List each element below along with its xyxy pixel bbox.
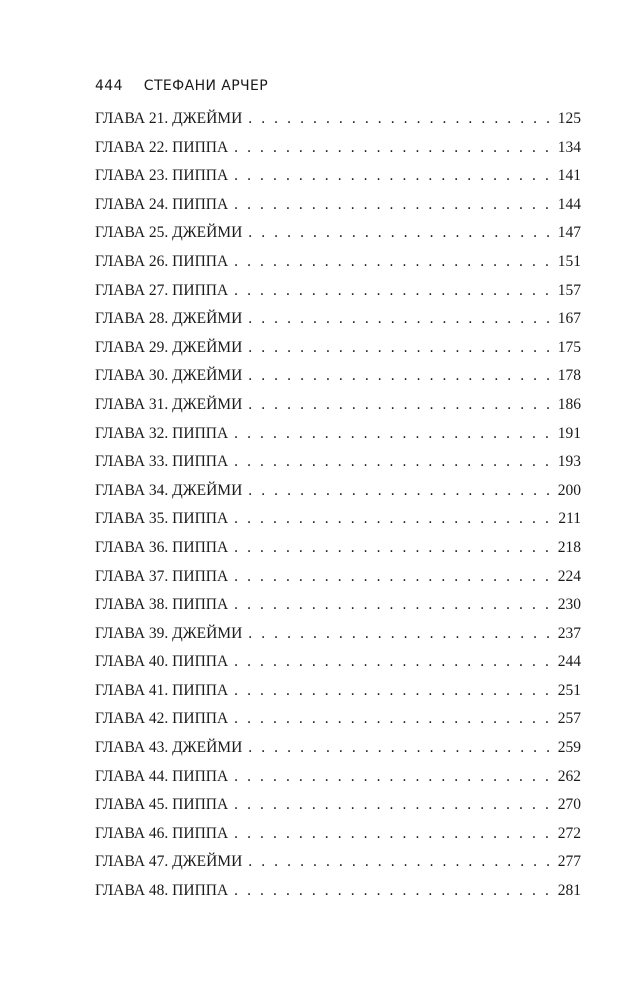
toc-chapter-title: ГЛАВА 37. ПИППА	[95, 567, 229, 585]
toc-chapter-title: ГЛАВА 24. ПИППА	[95, 195, 229, 213]
toc-dot-leader	[234, 825, 554, 843]
toc-entry	[95, 710, 581, 739]
toc-entry	[95, 196, 581, 225]
toc-dot-leader	[234, 253, 554, 271]
toc-entry	[95, 596, 581, 625]
toc-page-number: 144	[557, 195, 581, 213]
toc-page-number: 193	[557, 453, 581, 471]
toc-page-number: 251	[557, 681, 581, 699]
toc-chapter-title: ГЛАВА 23. ПИППА	[95, 167, 229, 185]
toc-chapter-title: ГЛАВА 38. ПИППА	[95, 596, 229, 614]
toc-entry	[95, 682, 581, 711]
toc-chapter-title: ГЛАВА 45. ПИППА	[95, 796, 229, 814]
toc-entry	[95, 339, 581, 368]
toc-dot-leader	[234, 653, 554, 671]
toc-dot-leader	[234, 167, 554, 185]
toc-chapter-title: ГЛАВА 35. ПИППА	[95, 510, 229, 528]
toc-page-number: 244	[557, 653, 581, 671]
toc-entry	[95, 768, 581, 797]
toc-chapter-title: ГЛАВА 29. ДЖЕЙМИ	[95, 338, 243, 356]
toc-page-number: 277	[557, 853, 581, 871]
toc-entry	[95, 796, 581, 825]
toc-dot-leader	[234, 510, 554, 528]
toc-chapter-title: ГЛАВА 47. ДЖЕЙМИ	[95, 853, 243, 871]
toc-dot-leader	[248, 310, 553, 328]
toc-entry	[95, 882, 581, 911]
toc-chapter-title: ГЛАВА 36. ПИППА	[95, 538, 229, 556]
toc-entry	[95, 653, 581, 682]
toc-chapter-title: ГЛАВА 32. ПИППА	[95, 424, 229, 442]
toc-page-number: 191	[557, 424, 581, 442]
toc-entry	[95, 510, 581, 539]
toc-entry	[95, 425, 581, 454]
toc-entry	[95, 482, 581, 511]
toc-chapter-title: ГЛАВА 34. ДЖЕЙМИ	[95, 481, 243, 499]
toc-dot-leader	[248, 739, 553, 757]
toc-dot-leader	[234, 596, 554, 614]
toc-dot-leader	[234, 796, 554, 814]
toc-dot-leader	[234, 568, 554, 586]
toc-page-number: 270	[557, 796, 581, 814]
toc-entry	[95, 139, 581, 168]
toc-chapter-title: ГЛАВА 41. ПИППА	[95, 681, 229, 699]
toc-dot-leader	[248, 853, 553, 871]
toc-entry	[95, 625, 581, 654]
toc-dot-leader	[234, 453, 554, 471]
page-number: 444	[95, 78, 123, 94]
toc-page-number: 125	[557, 110, 581, 127]
toc-dot-leader	[248, 339, 553, 357]
toc-chapter-title: ГЛАВА 48. ПИППА	[95, 882, 229, 900]
toc-chapter-title: ГЛАВА 43. ДЖЕЙМИ	[95, 739, 243, 757]
toc-page-number: 167	[557, 310, 581, 328]
toc-page-number: 175	[557, 338, 581, 356]
toc-page-number: 200	[557, 481, 581, 499]
toc-page-number: 224	[557, 567, 581, 585]
toc-page-number: 211	[558, 510, 581, 528]
toc-dot-leader	[248, 482, 553, 500]
toc-entry	[95, 453, 581, 482]
toc-chapter-title: ГЛАВА 33. ПИППА	[95, 453, 229, 471]
toc-dot-leader	[248, 224, 553, 242]
running-head	[95, 78, 268, 94]
toc-chapter-title: ГЛАВА 42. ПИППА	[95, 710, 229, 728]
toc-page-number: 178	[557, 367, 581, 385]
toc-dot-leader	[234, 539, 554, 557]
toc-entry	[95, 539, 581, 568]
toc-dot-leader	[234, 425, 554, 443]
toc-chapter-title: ГЛАВА 46. ПИППА	[95, 824, 229, 842]
toc-entry	[95, 568, 581, 597]
toc-chapter-title: ГЛАВА 27. ПИППА	[95, 281, 229, 299]
toc-dot-leader	[234, 139, 554, 157]
toc-page-number: 230	[557, 596, 581, 614]
toc-entry	[95, 253, 581, 282]
toc-entry	[95, 853, 581, 882]
toc-dot-leader	[248, 367, 553, 385]
toc-page-number: 141	[557, 167, 581, 185]
toc-chapter-title: ГЛАВА 26. ПИППА	[95, 252, 229, 270]
toc-dot-leader	[234, 196, 554, 214]
toc-entry	[95, 825, 581, 854]
toc-chapter-title: ГЛАВА 28. ДЖЕЙМИ	[95, 310, 243, 328]
toc-chapter-title: ГЛАВА 44. ПИППА	[95, 767, 229, 785]
toc-page-number: 257	[557, 710, 581, 728]
toc-dot-leader	[248, 625, 553, 643]
toc-dot-leader	[248, 110, 553, 128]
running-head-author: СТЕФАНИ АРЧЕР	[143, 78, 269, 94]
toc-chapter-title: ГЛАВА 25. ДЖЕЙМИ	[95, 224, 243, 242]
toc-entry	[95, 110, 581, 139]
toc-page-number: 262	[557, 767, 581, 785]
toc-page-number: 218	[557, 538, 581, 556]
toc-page-number: 147	[557, 224, 581, 242]
toc-page-number: 272	[557, 824, 581, 842]
toc-entry	[95, 367, 581, 396]
toc-page-number: 186	[557, 395, 581, 413]
table-of-contents	[95, 110, 581, 911]
toc-page-number: 134	[557, 138, 581, 156]
toc-chapter-title: ГЛАВА 31. ДЖЕЙМИ	[95, 395, 243, 413]
toc-chapter-title: ГЛАВА 40. ПИППА	[95, 653, 229, 671]
toc-chapter-title: ГЛАВА 21. ДЖЕЙМИ	[95, 110, 243, 127]
toc-entry	[95, 310, 581, 339]
toc-entry	[95, 739, 581, 768]
toc-entry	[95, 224, 581, 253]
toc-dot-leader	[234, 282, 554, 300]
toc-page-number: 237	[557, 624, 581, 642]
toc-entry	[95, 167, 581, 196]
toc-chapter-title: ГЛАВА 30. ДЖЕЙМИ	[95, 367, 243, 385]
toc-page-number: 259	[557, 739, 581, 757]
toc-chapter-title: ГЛАВА 39. ДЖЕЙМИ	[95, 624, 243, 642]
toc-dot-leader	[234, 882, 554, 900]
toc-dot-leader	[234, 682, 554, 700]
toc-dot-leader	[248, 396, 553, 414]
toc-page-number: 157	[557, 281, 581, 299]
toc-entry	[95, 396, 581, 425]
toc-dot-leader	[234, 768, 554, 786]
toc-chapter-title: ГЛАВА 22. ПИППА	[95, 138, 229, 156]
toc-entry	[95, 282, 581, 311]
toc-page-number: 151	[557, 252, 581, 270]
toc-dot-leader	[234, 710, 554, 728]
toc-page-number: 281	[557, 882, 581, 900]
